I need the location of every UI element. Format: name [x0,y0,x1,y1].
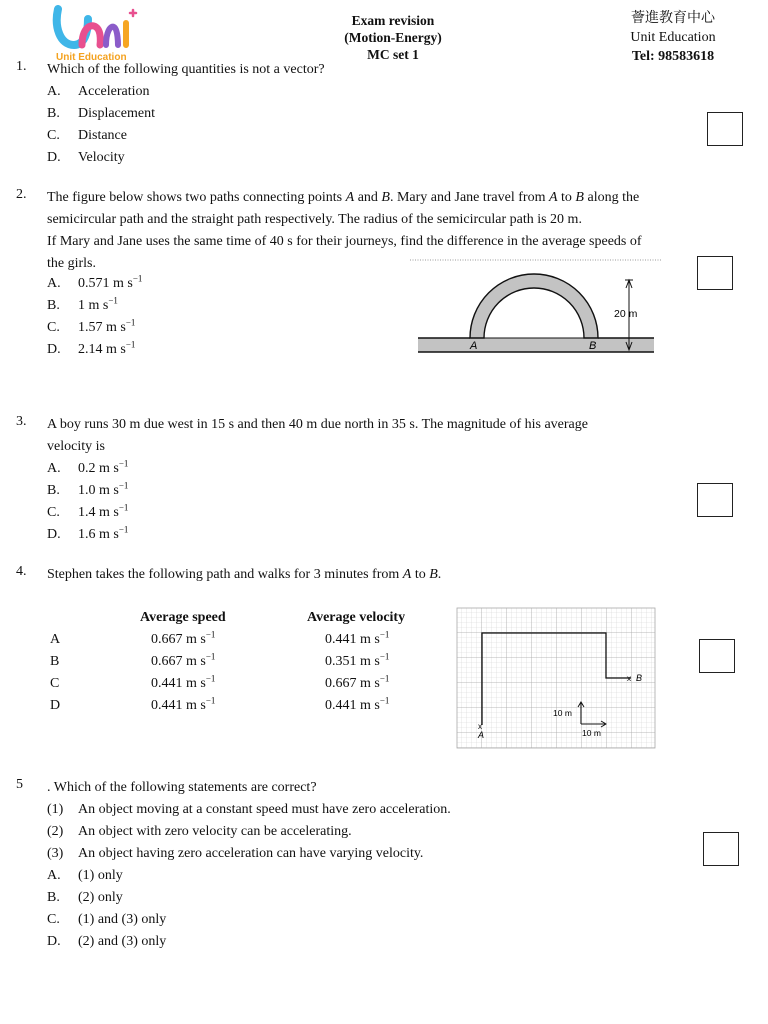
unit-education-logo [52,5,144,67]
q1-text: Which of the following quantities is not a vector? [47,62,325,77]
start-marker: x [478,722,482,731]
velocity-value [325,673,390,692]
exponent: −1 [118,524,129,535]
q2-line-3: If Mary and Jane uses the same time of 40 s for their journeys, find the difference in the average speeds of [47,234,642,249]
option-letter: A [50,632,61,647]
logo-icon [52,5,144,55]
speed-value [151,695,216,714]
vertical-scale-label: 10 m [553,708,572,718]
q5-option-d[interactable] [47,931,166,953]
velocity-value [325,629,390,648]
exponent: −1 [118,458,129,469]
exponent: −1 [118,502,129,513]
text: . [437,567,442,582]
text: and [354,190,382,205]
speed-value [151,651,216,670]
q1-option-d[interactable] [47,147,125,169]
option-value: 1.4 m s [78,505,119,520]
radius-label: 20 m [614,308,638,320]
option-letter: C [50,676,60,691]
col-header-speed: Average speed [140,610,226,625]
option-letter: C. [47,505,60,520]
q1-option-b[interactable] [47,103,155,125]
statement-number: (1) [47,802,64,817]
exponent: −1 [132,273,143,284]
option-text: (1) only [78,868,123,883]
statement-number: (3) [47,846,64,861]
option-value: 1 m s [78,298,109,313]
point-a: A [402,567,412,582]
text: to [557,190,576,205]
col-header-velocity: Average velocity [307,610,406,625]
option-letter: D. [47,150,61,165]
org-chinese-name: 薈進教育中心 [631,10,715,26]
option-letter: C. [47,320,60,335]
text: . Mary and Jane travel from [389,190,549,205]
q2-line-4: the girls. [47,256,96,271]
exam-title [293,12,493,63]
q3-number: 3. [16,414,27,429]
option-text: (2) and (3) only [78,934,167,949]
exponent: −1 [205,673,216,684]
option-letter: B. [47,106,60,121]
option-text: Displacement [78,106,155,121]
exponent: −1 [379,651,390,662]
q3-text [47,414,712,458]
value: 0.441 m s [325,632,380,647]
option-letter: A. [47,84,61,99]
q3-option-a[interactable] [47,458,128,480]
q1-number: 1. [16,59,27,74]
option-value: 1.57 m s [78,320,126,335]
option-value: 2.14 m s [78,342,126,357]
text: The figure below shows two paths connecting points [47,190,346,205]
q5-number: 5 [16,777,23,792]
organization-info [598,9,748,66]
q4-answer-box[interactable] [699,639,735,673]
straight-path [418,338,654,352]
exponent: −1 [379,695,390,706]
horizontal-scale-label: 10 m [582,728,601,738]
q5-statement-2 [47,821,352,843]
q4-text [47,564,712,586]
exponent: −1 [108,295,118,306]
option-letter: A. [47,461,61,476]
option-letter: D. [47,342,61,357]
point-b: B [429,567,438,582]
q3-line-2: velocity is [47,439,105,454]
org-english-name: Unit Education [630,30,716,45]
q5-option-b[interactable] [47,887,123,909]
option-text: (1) and (3) only [78,912,167,927]
title-line-2: (Motion-Energy) [344,30,442,45]
text: to [411,567,430,582]
text: along the [583,190,640,205]
q1-option-a[interactable] [47,81,150,103]
logo-caption: Unit Education [56,52,127,63]
semicircular-path [470,274,598,338]
option-text: (2) only [78,890,123,905]
option-letter: A. [47,276,61,291]
q1-answer-box[interactable] [707,112,743,146]
option-letter: D [50,698,61,713]
option-value: 1.0 m s [78,483,119,498]
option-value: 0.2 m s [78,461,119,476]
org-telephone: Tel: 98583618 [631,49,715,64]
statement-number: (2) [47,824,64,839]
label-b: B [589,340,597,352]
q5-option-a[interactable] [47,865,123,887]
value: 0.351 m s [325,654,380,669]
exponent: −1 [205,651,216,662]
value: 0.441 m s [151,676,206,691]
q5-statement-1 [47,799,451,821]
option-letter: B. [47,483,60,498]
option-value: 1.6 m s [78,527,119,542]
statement-text: An object moving at a constant speed must have zero acceleration. [78,802,451,817]
option-letter: D. [47,527,61,542]
option-text: Distance [78,128,127,143]
exponent: −1 [118,480,129,491]
option-value: 0.571 m s [78,276,133,291]
q2-option-a[interactable] [47,273,142,295]
q2-number: 2. [16,187,27,202]
label-a: A [470,340,478,352]
q5-answer-box[interactable] [703,832,739,866]
point-b: B [381,190,390,205]
statement-text: An object having zero acceleration can have varying velocity. [78,846,424,861]
q3-option-b[interactable] [47,480,128,502]
option-letter: C. [47,912,60,927]
q3-line-1: A boy runs 30 m due west in 15 s and then 40 m due north in 35 s. The magnitude of his average [47,417,588,432]
title-line-1: Exam revision [351,13,435,28]
value: 0.667 m s [151,654,206,669]
exponent: −1 [125,339,136,350]
q2-answer-box[interactable] [697,256,733,290]
point-a: A [548,190,558,205]
q2-option-d[interactable] [47,339,135,361]
statement-text: An object with zero velocity can be accelerating. [78,824,352,839]
option-text: Acceleration [78,84,150,99]
q3-answer-box[interactable] [697,483,733,517]
value: 0.441 m s [325,698,380,713]
option-letter: B [50,654,60,669]
point-b: B [575,190,584,205]
option-letter: D. [47,934,61,949]
q5-statement-3 [47,843,423,865]
exponent: −1 [205,695,216,706]
value: 0.667 m s [151,632,206,647]
q2-semicircle-figure [410,258,670,360]
exponent: −1 [379,629,390,640]
q4-path-grid-figure [456,607,664,753]
label-b: B [636,673,643,683]
option-text: Velocity [78,150,125,165]
q2-line-2: semicircular path and the straight path respectively. The radius of the semicircular path is 20 m. [47,212,582,227]
title-line-3: MC set 1 [367,47,419,62]
q3-option-c[interactable] [47,502,128,524]
option-letter: C. [47,128,60,143]
end-marker: x [627,674,631,683]
speed-value [151,629,216,648]
q2-line-1 [47,187,712,209]
q2-option-c[interactable] [47,317,135,339]
exponent: −1 [379,673,390,684]
exponent: −1 [125,317,136,328]
point-a: A [345,190,355,205]
q1-option-c[interactable] [47,125,127,147]
value: 0.441 m s [151,698,206,713]
option-letter: B. [47,298,60,313]
label-a: A [478,730,485,740]
exponent: −1 [205,629,216,640]
option-letter: A. [47,868,61,883]
option-letter: B. [47,890,60,905]
velocity-value [325,695,390,714]
q5-text: . Which of the following statements are correct? [47,780,317,795]
velocity-value [325,651,390,670]
q5-option-c[interactable] [47,909,166,931]
q3-option-d[interactable] [47,524,128,546]
q4-number: 4. [16,564,27,579]
q2-option-b[interactable] [47,295,118,317]
text: Stephen takes the following path and walks for 3 minutes from [47,567,403,582]
value: 0.667 m s [325,676,380,691]
speed-value [151,673,216,692]
